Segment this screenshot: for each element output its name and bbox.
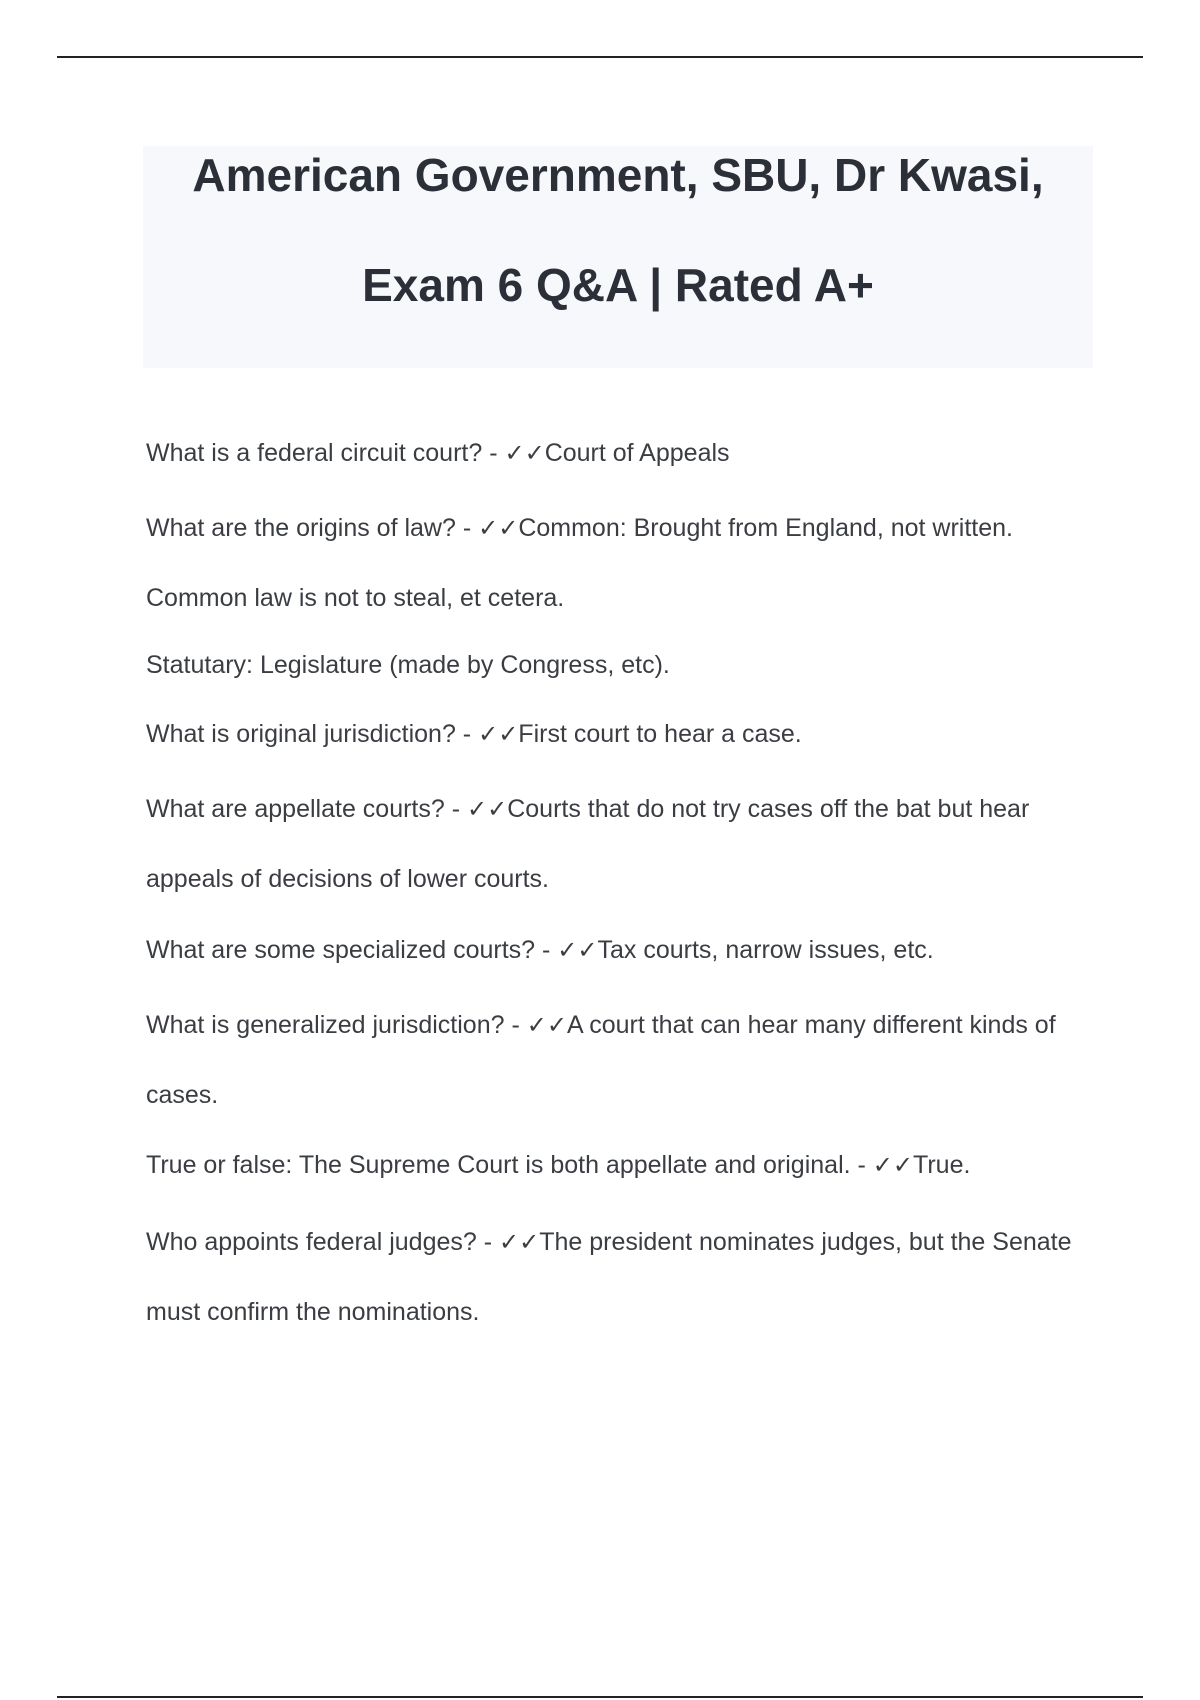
double-check-icon: ✓✓ xyxy=(478,514,519,542)
separator: - xyxy=(504,1011,527,1039)
separator: - xyxy=(482,439,505,467)
qa-item xyxy=(146,915,1086,985)
question-text: What are some specialized courts? xyxy=(146,936,536,964)
double-check-icon: ✓✓ xyxy=(467,795,508,823)
qa-item xyxy=(146,990,1086,1130)
answer-text: Tax courts, narrow issues, etc. xyxy=(597,936,934,964)
qa-item xyxy=(146,1207,1086,1347)
double-check-icon: ✓✓ xyxy=(499,1228,540,1256)
separator: - xyxy=(476,1228,499,1256)
double-check-icon: ✓✓ xyxy=(872,1151,914,1179)
qa-item xyxy=(146,493,1086,633)
qa-item xyxy=(146,1130,1086,1200)
qa-item xyxy=(146,418,1086,488)
question-text: What are the origins of law? xyxy=(146,514,456,542)
double-check-icon: ✓✓ xyxy=(478,720,519,748)
answer-text: Courts that do not try cases off the bat but hear appeals of decisions of lower courts. xyxy=(146,795,1030,893)
question-text: What is a federal circuit court? xyxy=(146,439,483,467)
document-title-line-1: American Government, SBU, Dr Kwasi, xyxy=(192,149,1044,201)
separator: - xyxy=(535,936,558,964)
document-title-line-2: Exam 6 Q&A | Rated A+ xyxy=(362,259,874,311)
question-text: What is generalized jurisdiction? xyxy=(146,1011,505,1039)
question-text: True or false: The Supreme Court is both appellate and original. xyxy=(146,1151,851,1179)
answer-text: First court to hear a case. xyxy=(518,720,802,748)
answer-text: Common: Brought from England, not written. Common law is not to steal, et cetera. xyxy=(146,514,1014,612)
answer-text: Court of Appeals xyxy=(544,439,730,467)
separator: - xyxy=(444,795,467,823)
separator: - xyxy=(455,514,479,542)
answer-text: A court that can hear many different kinds of cases. xyxy=(146,1011,1056,1109)
header-rule xyxy=(57,56,1143,58)
title-banner xyxy=(143,146,1093,368)
footer-rule xyxy=(57,1696,1143,1698)
double-check-icon: ✓✓ xyxy=(504,439,545,467)
double-check-icon: ✓✓ xyxy=(526,1011,567,1039)
separator: - xyxy=(850,1151,873,1179)
question-text: Who appoints federal judges? xyxy=(146,1228,477,1256)
double-check-icon: ✓✓ xyxy=(557,936,598,964)
separator: - xyxy=(455,720,479,748)
answer-text: The president nominates judges, but the Senate must confirm the nominations. xyxy=(146,1228,1072,1326)
qa-item xyxy=(146,774,1086,914)
question-text: What are appellate courts? xyxy=(146,795,445,823)
question-text: What is original jurisdiction? xyxy=(146,720,456,748)
answer-continuation: Statutary: Legislature (made by Congress, etc). xyxy=(146,651,670,679)
qa-item xyxy=(146,699,1086,769)
answer-text: True. xyxy=(913,1151,971,1179)
